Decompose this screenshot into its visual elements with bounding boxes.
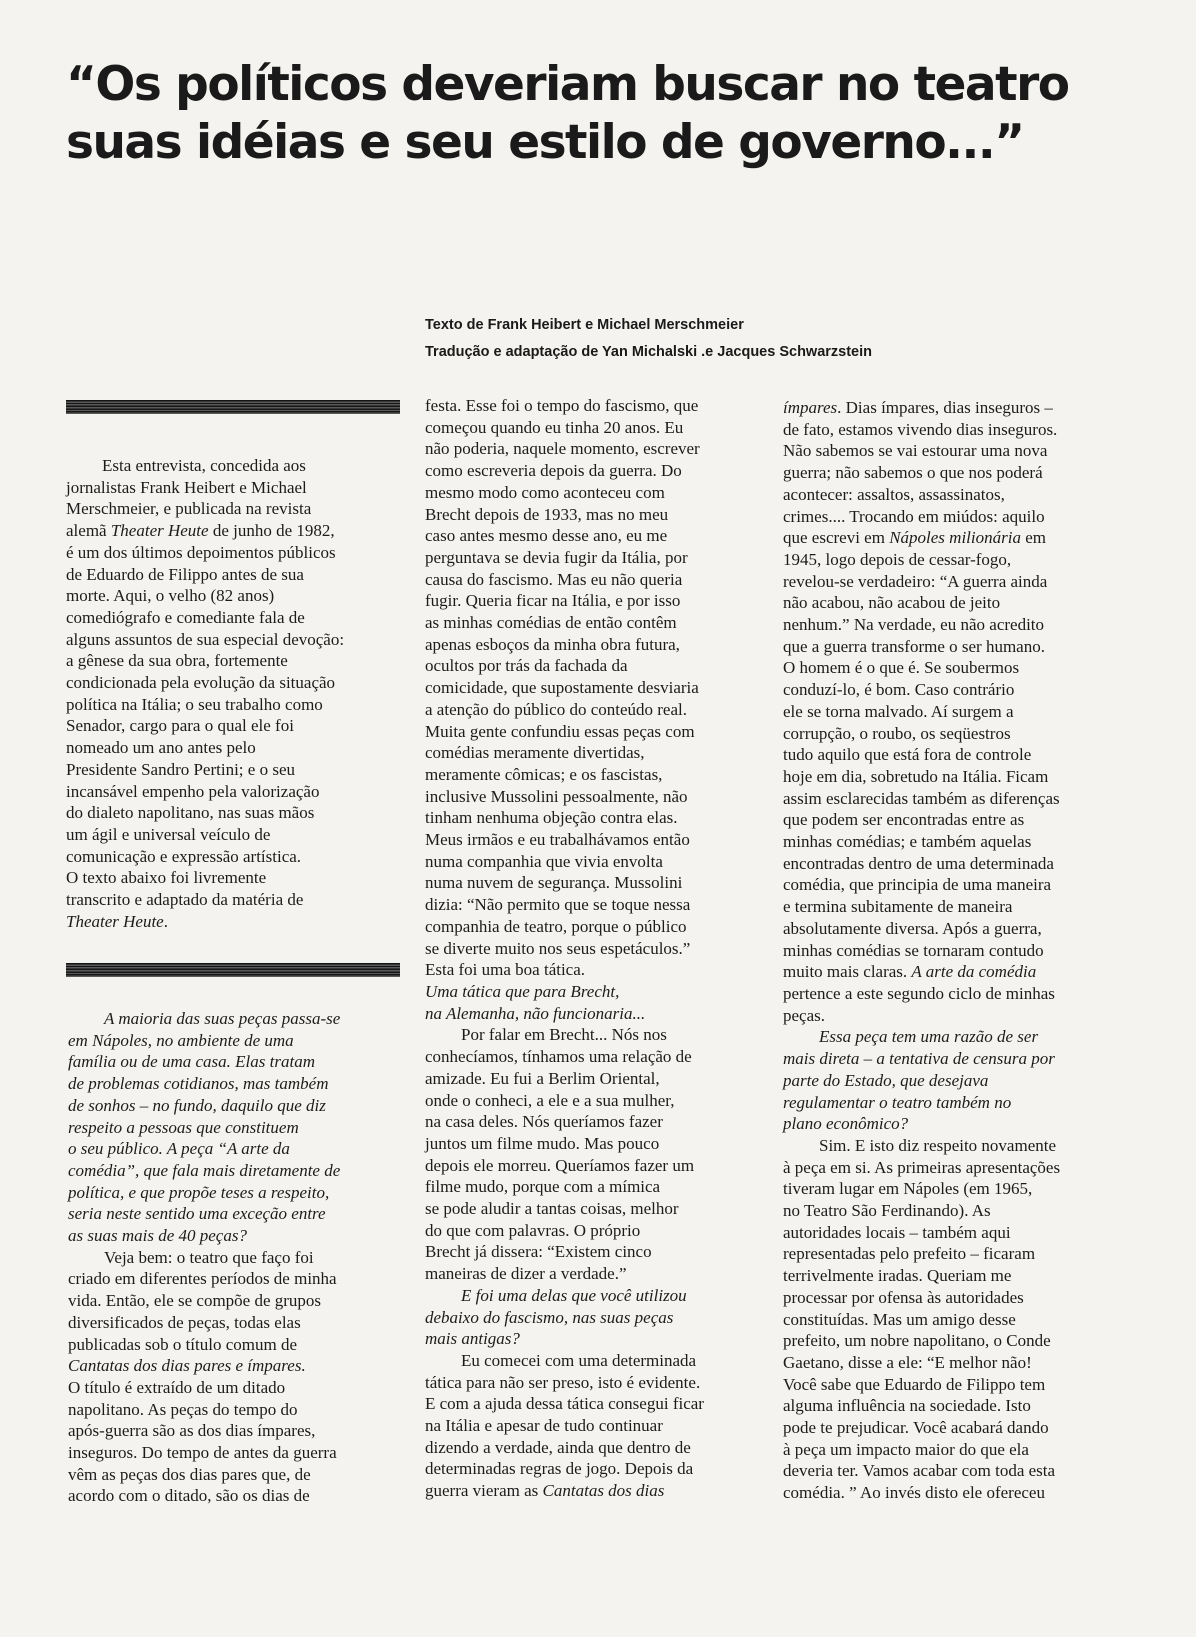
text-line: de fato, estamos vivendo dias inseguros. — [783, 419, 1058, 439]
text-line: prefeito, um nobre napolitano, o Conde — [783, 1331, 1051, 1351]
text-line: minhas comédias se tornaram contudo — [783, 940, 1044, 960]
text-line: mesmo modo como aconteceu com — [425, 482, 665, 502]
text-line: comédia”, que fala mais diretamente de — [68, 1160, 341, 1180]
text-line: numa nuvem de segurança. Mussolini — [425, 873, 683, 893]
text-line: de Eduardo de Filippo antes de sua — [66, 564, 304, 584]
text-line: Presidente Sandro Pertini; e o seu — [66, 759, 295, 779]
text-line: no Teatro São Ferdinando). As — [783, 1201, 991, 1221]
text-line: Veja bem: o teatro que faço foi — [104, 1247, 314, 1267]
text-line: apenas esboços da minha obra futura, — [425, 634, 680, 654]
text-line: deveria ter. Vamos acabar com toda esta — [783, 1461, 1056, 1481]
text-line: política na Itália; o seu trabalho como — [66, 694, 323, 714]
text-line: Meus irmãos e eu trabalhávamos então — [425, 830, 690, 850]
text-line: mais direta – a tentativa de censura por — [783, 1049, 1055, 1069]
text-line: criado em diferentes períodos de minha — [68, 1269, 337, 1289]
text-line: um ágil e universal veículo de — [66, 824, 271, 844]
text-line: começou quando eu tinha 20 anos. Eu — [425, 417, 684, 437]
text-line: 1945, logo depois de cessar-fogo, — [783, 549, 1012, 569]
text-line: respeito a pessoas que constituem — [68, 1117, 299, 1137]
text-line: O homem é o que é. Se soubermos — [783, 658, 1020, 678]
text-line: ele se torna malvado. Aí surgem a — [783, 701, 1014, 721]
text-line: Cantatas dos dias pares e ímpares. — [68, 1356, 306, 1376]
column-1 — [68, 1008, 404, 1507]
interview-question — [68, 1008, 404, 1247]
divider-rule-bottom — [66, 963, 400, 977]
text-line: hoje em dia, sobretudo na Itália. Ficam — [783, 766, 1049, 786]
text-line: de sonhos – no fundo, daquilo que diz — [68, 1095, 326, 1115]
text-line: conduzí-lo, é bom. Caso contrário — [783, 680, 1015, 700]
text-line: napolitano. As peças do tempo do — [68, 1399, 298, 1419]
text-line: comédia. ” Ao invés disto ele ofereceu — [783, 1483, 1045, 1503]
text-line: Brecht já dissera: “Existem cinco — [425, 1242, 652, 1262]
text-line: política, e que propõe teses a respeito, — [68, 1182, 330, 1202]
text-line: comicidade, que supostamente desviaria — [425, 678, 699, 698]
text-line: comediógrafo e comediante fala de — [66, 607, 305, 627]
text-line: pode te prejudicar. Você acabará dando — [783, 1418, 1049, 1438]
text-line: tudo aquilo que está fora de controle — [783, 745, 1032, 765]
text-line: Uma tática que para Brecht, — [425, 981, 620, 1001]
intro-text — [66, 455, 400, 932]
title-line-2: suas idéias e seu estilo de governo...” — [66, 115, 1024, 170]
text-line: A maioria das suas peças passa-se — [104, 1009, 341, 1028]
interview-answer — [783, 397, 1123, 1026]
text-line: plano econômico? — [783, 1114, 909, 1134]
text-line: inseguros. Do tempo de antes da guerra — [68, 1443, 337, 1463]
text-line: perguntava se devia fugir da Itália, por — [425, 547, 688, 567]
text-line: fugir. Queria ficar na Itália, e por isso — [425, 591, 681, 611]
text-line: causa do fascismo. Mas eu não queria — [425, 569, 683, 589]
text-line: dizendo a verdade, ainda que dentro de — [425, 1437, 691, 1457]
text-line: ocultos por trás da fachada da — [425, 656, 628, 676]
text-line: O texto abaixo foi livremente — [66, 868, 267, 888]
text-line: tiveram lugar em Nápoles (em 1965, — [783, 1179, 1033, 1199]
text-line: guerra; não sabemos o que nos poderá — [783, 463, 1043, 483]
text-line: Merschmeier, e publicada na revista — [66, 499, 312, 519]
text-line: em Nápoles, no ambiente de uma — [68, 1030, 294, 1050]
text-line: absolutamente diversa. Após a guerra, — [783, 918, 1042, 938]
text-line: jornalistas Frank Heibert e Michael — [66, 477, 307, 497]
text-line: não acabou, não acabou de jeito — [783, 593, 1001, 613]
text-line: comunicação e expressão artística. — [66, 846, 302, 866]
text-line: encontradas dentro de uma determinada — [783, 853, 1054, 873]
text-line: amizade. Eu fui a Berlim Oriental, — [425, 1068, 660, 1088]
text-line: vêm as peças dos dias pares que, de — [68, 1464, 311, 1484]
text-line: é um dos últimos depoimentos públicos — [66, 542, 336, 562]
text-line: festa. Esse foi o tempo do fascismo, que — [425, 396, 699, 415]
text-line: Esta entrevista, concedida aos — [102, 456, 306, 475]
text-line: depois ele morreu. Queríamos fazer um — [425, 1155, 695, 1175]
text-line: se pode aludir a tantas coisas, melhor — [425, 1199, 679, 1219]
text-line: se diverte muito nos seus espetáculos.” — [425, 938, 691, 958]
text-line: autoridades locais – também aqui — [783, 1222, 1011, 1242]
text-line: Senador, cargo para o qual ele foi — [66, 716, 294, 736]
text-line: na Alemanha, não funcionaria... — [425, 1003, 646, 1023]
text-line: Muita gente confundiu essas peças com — [425, 721, 695, 741]
interview-answer — [425, 1024, 755, 1284]
text-line: como escreveria depois da guerra. Do — [425, 461, 682, 481]
text-line: que a guerra transforme o ser humano. — [783, 636, 1045, 656]
text-line: regulamentar o teatro também no — [783, 1092, 1012, 1112]
text-line: alemã Theater Heute de junho de 1982, — [66, 521, 335, 541]
text-line: ímpares. Dias ímpares, dias inseguros – — [783, 398, 1053, 417]
text-line: Brecht depois de 1933, mas no meu — [425, 504, 669, 524]
text-line: E foi uma delas que você utilizou — [461, 1285, 687, 1305]
divider-rule-top — [66, 400, 400, 414]
text-line: Eu comecei com uma determinada — [461, 1350, 697, 1370]
text-line: Gaetano, disse a ele: “E melhor não! — [783, 1352, 1032, 1372]
text-line: seria neste sentido uma exceção entre — [68, 1204, 326, 1224]
text-line: minhas comédias; e também aquelas — [783, 832, 1032, 852]
text-line: após-guerra são as dos dias ímpares, — [68, 1421, 316, 1441]
text-line: comédias meramente divertidas, — [425, 743, 645, 763]
text-line: constituídas. Mas um amigo desse — [783, 1309, 1016, 1329]
text-line: tinham nenhuma objeção contra elas. — [425, 808, 678, 828]
text-line: que escrevi em Nápoles milionária em — [783, 528, 1046, 548]
text-line: tática para não ser preso, isto é evidente. — [425, 1372, 701, 1392]
text-line: do que com palavras. O próprio — [425, 1220, 641, 1240]
text-line: à peça em si. As primeiras apresentações — [783, 1157, 1061, 1177]
text-line: corrupção, o roubo, os seqüestros — [783, 723, 1011, 743]
text-line: E com a ajuda dessa tática consegui ficar — [425, 1394, 704, 1414]
text-line: acordo com o ditado, são os dias de — [68, 1486, 310, 1506]
title-line-1: “Os políticos deveriam buscar no teatro — [66, 57, 1069, 112]
text-line: condicionada pela evolução da situação — [66, 673, 336, 693]
text-line: representadas pelo prefeito – ficaram — [783, 1244, 1036, 1264]
text-line: mais antigas? — [425, 1329, 520, 1349]
text-line: Não sabemos se vai estourar uma nova — [783, 441, 1048, 461]
text-line: as minhas comédias de então contêm — [425, 613, 677, 633]
text-line: de problemas cotidianos, mas também — [68, 1074, 329, 1094]
interview-question — [425, 1285, 755, 1350]
interview-answer — [68, 1247, 404, 1507]
text-line: caso antes mesmo desse ano, eu me — [425, 526, 668, 546]
text-line: peças. — [783, 1005, 826, 1025]
text-line: publicadas sob o título comum de — [68, 1334, 297, 1354]
text-line: na casa deles. Nós queríamos fazer — [425, 1112, 663, 1132]
text-line: o seu público. A peça “A arte da — [68, 1139, 290, 1159]
interview-answer — [783, 1135, 1123, 1504]
text-line: processar por ofensa às autoridades — [783, 1287, 1024, 1307]
text-line: alguma influência na sociedade. Isto — [783, 1396, 1031, 1416]
text-line: Sim. E isto diz respeito novamente — [819, 1135, 1057, 1155]
page-title — [66, 56, 1069, 172]
interview-question — [783, 1026, 1123, 1135]
text-line: vida. Então, ele se compõe de grupos — [68, 1291, 322, 1311]
text-line: O título é extraído de um ditado — [68, 1377, 286, 1397]
text-line: do dialeto napolitano, nas suas mãos — [66, 803, 315, 823]
text-line: muito mais claras. A arte da comédia — [783, 962, 1037, 982]
text-line: Essa peça tem uma razão de ser — [819, 1027, 1039, 1047]
text-line: morte. Aqui, o velho (82 anos) — [66, 586, 275, 606]
text-line: a atenção do público do conteúdo real. — [425, 699, 687, 719]
text-line: incansável empenho pela valorização — [66, 781, 320, 801]
text-line: comédia, que principia de uma maneira — [783, 875, 1052, 895]
text-line: onde o conheci, a ele e a sua mulher, — [425, 1090, 675, 1110]
text-line: que podem ser encontradas entre as — [783, 810, 1025, 830]
text-line: Esta foi uma boa tática. — [425, 960, 586, 980]
text-line: juntos um filme mudo. Mas pouco — [425, 1133, 660, 1153]
text-line: nenhum.” Na verdade, eu não acredito — [783, 615, 1045, 635]
text-line: não poderia, naquele momento, escrever — [425, 439, 700, 459]
text-line: diversificados de peças, todas elas — [68, 1312, 301, 1332]
text-line: dizia: “Não permito que se toque nessa — [425, 895, 691, 915]
text-line: e termina subitamente de maneira — [783, 897, 1013, 917]
text-line: determinadas regras de jogo. Depois da — [425, 1459, 694, 1479]
text-line: terrivelmente iradas. Queriam me — [783, 1266, 1012, 1286]
text-line: Você sabe que Eduardo de Filippo tem — [783, 1374, 1046, 1394]
text-line: as suas mais de 40 peças? — [68, 1226, 247, 1246]
text-line: Theater Heute. — [66, 911, 168, 931]
author-credit: Texto de Frank Heibert e Michael Merschmeier — [425, 317, 744, 333]
column-2 — [425, 395, 755, 1502]
text-line: pertence a este segundo ciclo de minhas — [783, 983, 1055, 1003]
text-line: acontecer: assaltos, assassinatos, — [783, 484, 1005, 504]
text-line: inclusive Mussolini pessoalmente, não — [425, 786, 688, 806]
interview-question — [425, 981, 755, 1024]
interview-answer — [425, 395, 755, 981]
byline — [425, 312, 872, 366]
text-line: crimes.... Trocando em miúdos: aquilo — [783, 506, 1045, 526]
text-line: Por falar em Brecht... Nós nos — [461, 1025, 667, 1045]
column-3 — [783, 397, 1123, 1504]
text-line: transcrito e adaptado da matéria de — [66, 890, 304, 910]
text-line: filme mudo, porque com a mímica — [425, 1177, 661, 1197]
interview-answer — [425, 1350, 755, 1502]
text-line: companhia de teatro, porque o público — [425, 916, 687, 936]
text-line: à peça um impacto maior do que ela — [783, 1439, 1029, 1459]
text-line: guerra vieram as Cantatas dos dias — [425, 1481, 665, 1501]
text-line: revelou-se verdadeiro: “A guerra ainda — [783, 571, 1048, 591]
text-line: meramente cômicas; e os fascistas, — [425, 764, 663, 784]
text-line: nomeado um ano antes pelo — [66, 738, 256, 758]
text-line: a gênese da sua obra, fortemente — [66, 651, 288, 671]
text-line: alguns assuntos de sua especial devoção: — [66, 629, 345, 649]
text-line: numa companhia que vivia envolta — [425, 851, 663, 871]
text-line: na Itália e apesar de tudo continuar — [425, 1416, 663, 1436]
text-line: conhecíamos, tínhamos uma relação de — [425, 1047, 692, 1067]
text-line: família ou de uma casa. Elas tratam — [68, 1052, 315, 1072]
text-line: debaixo do fascismo, nas suas peças — [425, 1307, 674, 1327]
text-line: assim esclarecidas também as diferenças — [783, 788, 1060, 808]
text-line: parte do Estado, que desejava — [783, 1070, 989, 1090]
translation-credit: Tradução e adaptação de Yan Michalski .e Jacques Schwarzstein — [425, 344, 873, 360]
text-line: maneiras de dizer a verdade.” — [425, 1264, 627, 1284]
